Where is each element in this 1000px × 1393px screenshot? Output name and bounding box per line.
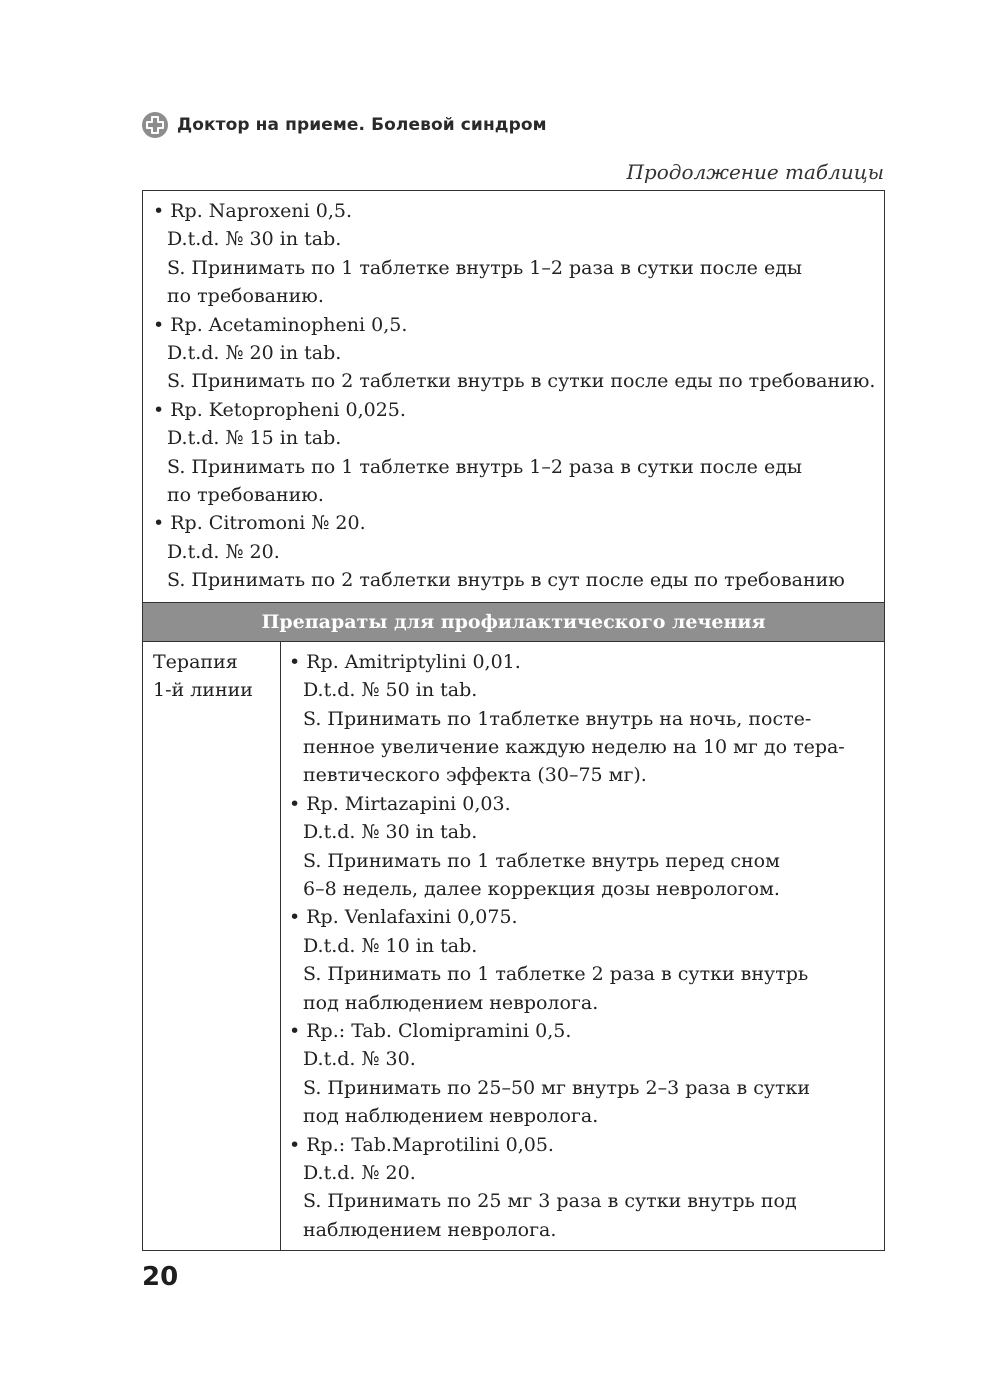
prescription-item xyxy=(289,1131,876,1245)
running-header xyxy=(142,112,547,138)
section-header: Препараты для профилактического лечения xyxy=(143,603,884,642)
plus-circle-icon xyxy=(142,112,168,138)
prescription-detail: наблюдением невролога. xyxy=(303,1218,557,1241)
prescription-detail: певтического эффекта (30–75 мг). xyxy=(303,764,647,787)
prescription-detail: S. Принимать по 2 таблетки внутрь в сут после еды по требованию xyxy=(167,569,845,592)
prescription-detail: D.t.d. № 50 in tab. xyxy=(303,679,478,702)
prescription-line: • Rp. Acetaminopheni 0,5. xyxy=(153,313,408,336)
prescription-detail: D.t.d. № 20. xyxy=(303,1162,416,1184)
therapy-label-line: 1-й линии xyxy=(153,679,253,702)
prescription-item xyxy=(289,903,876,1017)
prescription-detail: под наблюдением невролога. xyxy=(303,1105,599,1128)
prescription-detail: D.t.d. № 20 in tab. xyxy=(167,342,342,365)
prescription-item xyxy=(153,509,874,594)
therapy-line-label xyxy=(143,642,281,1251)
prescription-detail: S. Принимать по 1 таблетке внутрь перед сном xyxy=(303,849,780,872)
prescription-item xyxy=(289,790,876,904)
prescription-detail: S. Принимать по 1 таблетке 2 раза в сутки внутрь xyxy=(303,963,809,986)
book-title: Доктор на приеме. Болевой синдром xyxy=(177,115,547,135)
prescription-item xyxy=(153,396,874,510)
prescription-item xyxy=(153,197,874,311)
prescription-table xyxy=(142,190,885,1251)
prescription-detail: пенное увеличение каждую неделю на 10 мг до тера- xyxy=(303,735,845,758)
prescription-detail: D.t.d. № 30. xyxy=(303,1048,416,1071)
prescription-line: • Rp. Mirtazapini 0,03. xyxy=(289,792,511,815)
table-continuation-label: Продолжение таблицы xyxy=(626,160,884,184)
prescription-detail: по требованию. xyxy=(167,285,324,308)
prescription-detail: S. Принимать по 25 мг 3 раза в сутки внутрь под xyxy=(303,1190,797,1213)
prescription-detail: S. Принимать по 25–50 мг внутрь 2–3 раза в сутки xyxy=(303,1076,811,1099)
acute-treatment-cell xyxy=(143,191,884,603)
prescription-detail: D.t.d. № 10 in tab. xyxy=(303,934,478,957)
prescription-detail: S. Принимать по 1таблетке внутрь на ночь, посте- xyxy=(303,707,812,730)
prescription-line: • Rp.: Tab.Maprotilini 0,05. xyxy=(289,1133,554,1156)
prescription-line: • Rp. Venlafaxini 0,075. xyxy=(289,906,518,929)
prescription-line: • Rp. Ketopropheni 0,025. xyxy=(153,398,406,421)
table-row xyxy=(143,642,884,1251)
prescription-detail: D.t.d. № 30 in tab. xyxy=(167,228,342,251)
prescription-detail: под наблюдением невролога. xyxy=(303,991,599,1014)
prescription-detail: S. Принимать по 1 таблетке внутрь 1–2 раза в сутки после еды xyxy=(167,256,803,279)
prescription-item xyxy=(289,1017,876,1131)
prescription-detail: S. Принимать по 2 таблетки внутрь в сутки после еды по требованию. xyxy=(167,370,876,393)
prescription-item xyxy=(153,311,874,396)
prophylactic-treatment-cell xyxy=(281,642,884,1251)
therapy-label-line: Терапия xyxy=(153,650,238,673)
prescription-line: • Rp.: Tab. Clomipramini 0,5. xyxy=(289,1019,572,1042)
prescription-line: • Rp. Citromoni № 20. xyxy=(153,512,366,535)
prescription-detail: D.t.d. № 30 in tab. xyxy=(303,821,478,844)
prescription-line: • Rp. Amitriptylini 0,01. xyxy=(289,650,521,673)
prescription-detail: S. Принимать по 1 таблетке внутрь 1–2 раза в сутки после еды xyxy=(167,455,803,478)
prescription-detail: D.t.d. № 20. xyxy=(167,540,280,563)
prescription-detail: по требованию. xyxy=(167,484,324,507)
prescription-item xyxy=(289,648,876,790)
prescription-detail: 6–8 недель, далее коррекция дозы неврологом. xyxy=(303,877,780,900)
page-number: 20 xyxy=(142,1262,179,1292)
prescription-detail: D.t.d. № 15 in tab. xyxy=(167,427,342,450)
prescription-line: • Rp. Naproxeni 0,5. xyxy=(153,200,352,222)
